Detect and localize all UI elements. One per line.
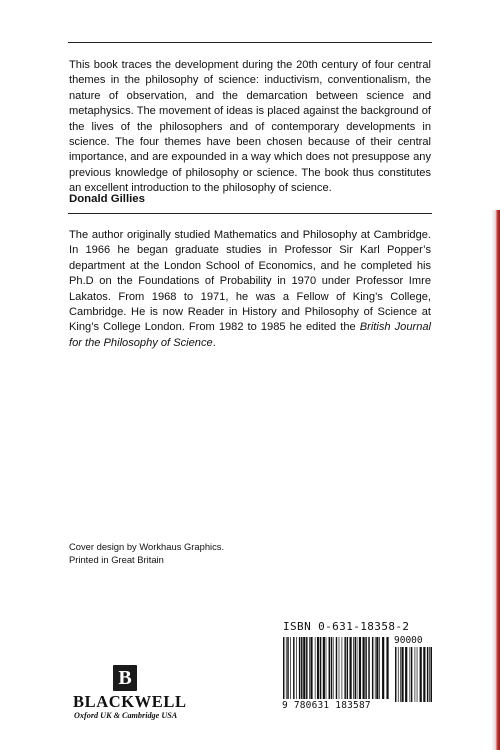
barcode-bar bbox=[299, 637, 300, 699]
barcode-bar bbox=[310, 637, 312, 699]
author-bio-text: The author originally studied Mathematics and Philosophy at Cambridge. In 1966 he began graduate studies in Professor Sir Karl Popper’s department at the London School of Economics, and he completed his Ph.D on the Foundations of Probability in 1970 under Professor Imre Lakatos. From 1968 to 1971, he was a Fellow of King’s College, Cambridge. He is now Reader in History and Philosophy of Science at King’s College London. From 1982 to 1985 he edited the bbox=[69, 229, 431, 334]
barcode-bar bbox=[353, 637, 354, 699]
barcode-bar bbox=[401, 647, 403, 702]
book-description: This book traces the development during the 20th century of four central themes in the philosophy of science: inductivism, conventionalism, the nature of observation, and the demarcation between science and metaphysics. The movement of ideas is placed against the background of the lives of the philosophers and of contemporary developments in science. The four themes have been chosen because of their central importance, and are expounded in a way which does not presuppose any previous knowledge of philosophy or science. The book thus constitutes an excellent introduction to the philosophy of science. bbox=[69, 59, 431, 195]
barcode-bar bbox=[317, 637, 319, 699]
barcode-bar bbox=[420, 647, 422, 702]
barcode-bar bbox=[336, 637, 337, 699]
barcode-bar bbox=[326, 637, 327, 699]
credits bbox=[69, 540, 224, 566]
author-bio-end: . bbox=[212, 336, 216, 349]
cover-design-credit: Cover design by Workhaus Graphics. bbox=[69, 541, 225, 552]
barcode-bar bbox=[315, 637, 316, 699]
barcode-bar bbox=[429, 647, 430, 702]
barcode-bar bbox=[293, 637, 294, 699]
barcode-bar bbox=[382, 637, 384, 699]
journal-title: British Journal for the Philosophy of Science bbox=[69, 321, 431, 349]
barcode-bar bbox=[363, 637, 365, 699]
barcode-bar bbox=[405, 647, 407, 702]
barcode-bar bbox=[376, 637, 378, 699]
barcode-ean-bars bbox=[282, 637, 390, 699]
section-rule bbox=[68, 213, 432, 214]
barcode-bar bbox=[303, 637, 305, 699]
barcode-bar bbox=[296, 637, 297, 699]
barcode-bar bbox=[350, 637, 352, 699]
barcode-bar bbox=[427, 647, 428, 702]
barcode-bar bbox=[395, 647, 396, 702]
barcode-bar bbox=[355, 637, 356, 699]
barcode-bar bbox=[357, 637, 358, 699]
barcode-bar bbox=[301, 637, 302, 699]
barcode-bar bbox=[286, 637, 287, 699]
publisher-logo-letter: B bbox=[118, 667, 132, 689]
barcode-bar bbox=[306, 637, 307, 699]
barcode-bar bbox=[411, 647, 412, 702]
barcode-bar bbox=[372, 637, 373, 699]
barcode-bar bbox=[309, 637, 310, 699]
barcode-bar bbox=[344, 637, 345, 699]
barcode-bar bbox=[430, 647, 432, 702]
barcode-bar bbox=[347, 637, 348, 699]
top-rule bbox=[68, 42, 432, 43]
barcode-bar bbox=[323, 637, 325, 699]
printed-in: Printed in Great Britain bbox=[69, 554, 164, 565]
barcode-bar bbox=[333, 637, 334, 699]
barcode-bar bbox=[398, 647, 399, 702]
barcode-bar bbox=[342, 637, 343, 699]
barcode-bar bbox=[400, 647, 401, 702]
barcode-bar bbox=[423, 647, 425, 702]
barcode-bar bbox=[339, 637, 340, 699]
barcode-bar bbox=[410, 647, 411, 702]
barcode-addon-bars bbox=[394, 647, 432, 702]
barcode-bar bbox=[375, 637, 376, 699]
publisher-logo-icon bbox=[113, 665, 137, 691]
author-bio bbox=[69, 228, 431, 351]
barcode-bar bbox=[415, 647, 416, 702]
isbn: ISBN 0-631-18358-2 bbox=[283, 620, 410, 633]
barcode-bar bbox=[365, 637, 366, 699]
barcode bbox=[282, 637, 432, 715]
author-name: Donald Gillies bbox=[69, 193, 145, 205]
publisher-subline: Oxford UK & Cambridge USA bbox=[74, 711, 178, 720]
barcode-bar bbox=[359, 637, 361, 699]
spine-edge bbox=[492, 210, 500, 750]
barcode-bar bbox=[331, 637, 332, 699]
publisher-name: BLACKWELL bbox=[73, 692, 187, 711]
barcode-bar bbox=[329, 637, 330, 699]
barcode-bar bbox=[290, 637, 291, 699]
barcode-bar bbox=[320, 637, 321, 699]
barcode-number: 9 780631 183587 bbox=[282, 700, 371, 711]
barcode-bar bbox=[379, 637, 380, 699]
barcode-bar bbox=[283, 637, 284, 699]
barcode-bar bbox=[287, 637, 288, 699]
barcode-bar bbox=[368, 637, 369, 699]
barcode-bar bbox=[417, 647, 418, 702]
price-code: 90000 bbox=[394, 635, 423, 646]
barcode-bar bbox=[386, 637, 388, 699]
